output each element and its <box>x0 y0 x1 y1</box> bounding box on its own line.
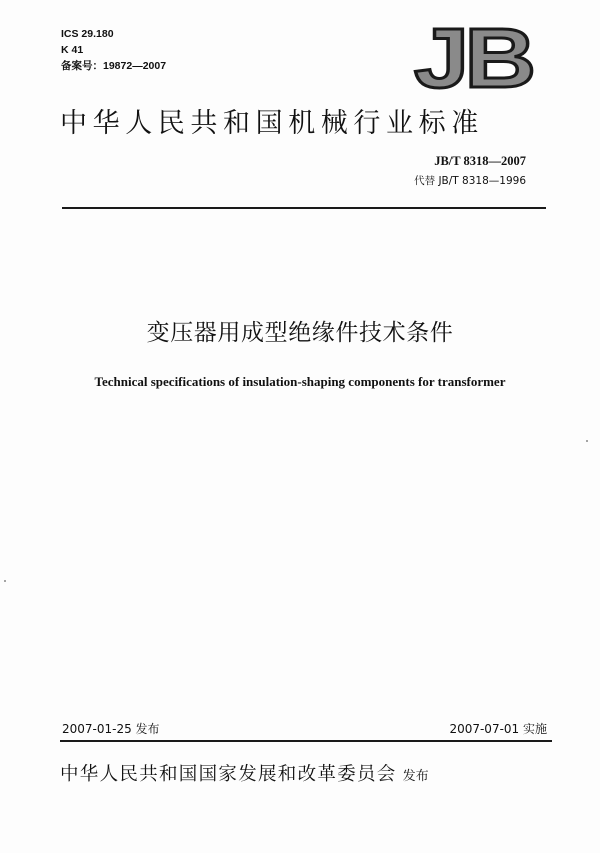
title-english: Technical specifications of insulation-shaping components for transformer <box>94 374 506 389</box>
filing-number: 备案号：19872—2007 <box>61 60 167 72</box>
publisher-line <box>60 760 554 786</box>
footer-divider <box>60 740 552 742</box>
publisher-action: 发布 <box>402 769 429 784</box>
scan-speck <box>586 440 588 442</box>
classification-block <box>61 26 166 74</box>
ics-code: ICS 29.180 <box>61 28 114 40</box>
publisher-organization: 中华人民共和国国家发展和改革委员会 <box>60 764 397 785</box>
implementation-date: 2007-07-01 实施 <box>449 722 547 736</box>
scan-speck <box>4 580 6 582</box>
ccs-code: K 41 <box>61 44 84 56</box>
title-chinese: 变压器用成型绝缘件技术条件 <box>146 320 454 346</box>
issue-date: 2007-01-25 发布 <box>62 722 160 736</box>
jb-logo: JB <box>414 11 532 105</box>
standard-category-title: 中华人民共和国机械行业标准 <box>60 108 484 139</box>
header-divider <box>62 207 546 209</box>
replaces-standard: 代替 JB/T 8318—1996 <box>414 175 526 187</box>
standard-number: JB/T 8318—2007 <box>434 154 526 168</box>
